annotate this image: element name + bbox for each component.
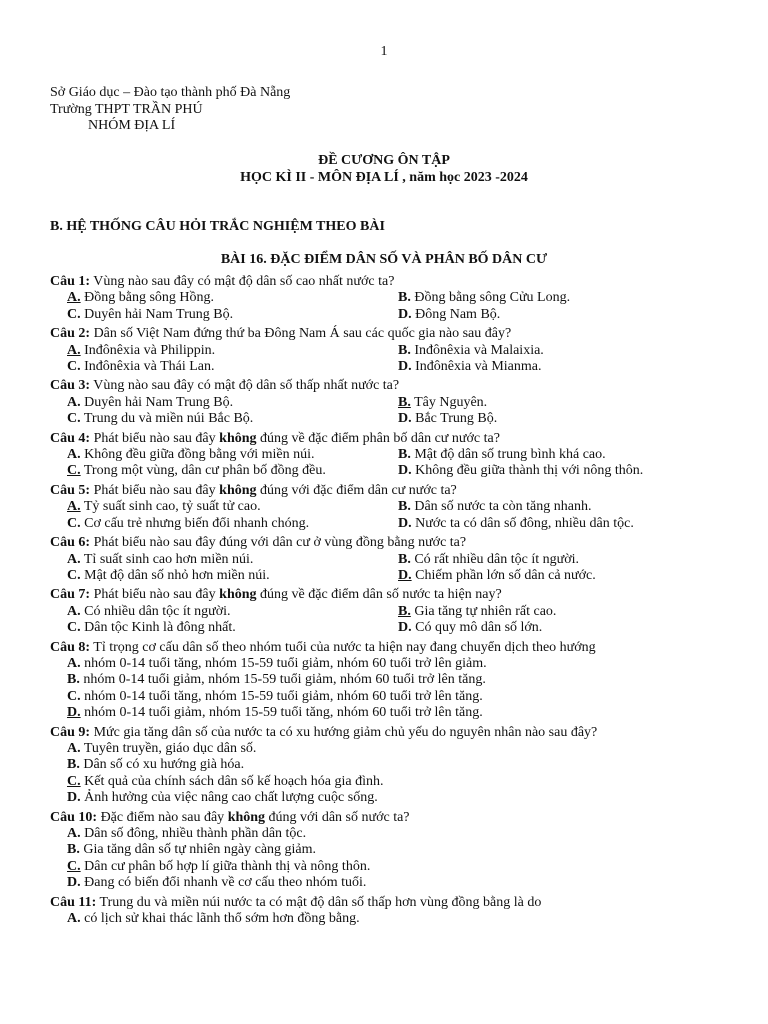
question-stem: Trung du và miền núi nước ta có mật độ dân số thấp hơn vùng đồng bằng là do — [96, 894, 542, 910]
answer-option — [67, 604, 398, 620]
answer-option — [67, 656, 740, 672]
question-stem-end: đúng về đặc điểm phân bố dân cư nước ta? — [256, 430, 500, 446]
answer-letter: C. — [67, 620, 81, 636]
answer-option — [67, 516, 398, 532]
question-label: Câu 4: — [50, 430, 91, 446]
question-keyword: không — [219, 587, 257, 603]
answer-letter: B. — [398, 290, 411, 306]
question-text — [50, 274, 740, 290]
answer-text: Có quy mô dân số lớn. — [411, 620, 543, 636]
answer-text: Không đều giữa đồng bằng với miền núi. — [80, 447, 315, 463]
answer-letter: D. — [398, 411, 412, 427]
question-stem: Mức gia tăng dân số của nước ta có xu hướng giảm chủ yếu do nguyên nhân nào sau đây? — [90, 724, 598, 740]
answer-letter: A. — [67, 551, 81, 567]
section-heading: B. HỆ THỐNG CÂU HỎI TRẮC NGHIỆM THEO BÀI — [50, 219, 385, 234]
answer-letter: A. — [67, 603, 81, 619]
answer-option — [67, 568, 398, 584]
answer-text: Mật độ dân số nhỏ hơn miền núi. — [80, 567, 270, 583]
question-9 — [50, 725, 740, 807]
question-stem: Tỉ trọng cơ cấu dân số theo nhóm tuổi của nước ta hiện nay đang chuyển dịch theo hướng — [90, 639, 596, 655]
question-label: Câu 3: — [50, 378, 91, 394]
question-text — [50, 378, 740, 394]
answer-letter-correct: B. — [398, 603, 411, 619]
answer-options — [50, 447, 740, 480]
answer-text: Tây Nguyên. — [410, 394, 488, 410]
answer-text: Trung du và miền núi Bắc Bộ. — [80, 411, 254, 427]
answer-option — [67, 411, 398, 427]
answer-option — [398, 516, 728, 532]
group-name: NHÓM ĐỊA LÍ — [88, 118, 176, 133]
question-keyword: không — [219, 482, 257, 498]
answer-option — [398, 395, 728, 411]
answer-text: Đông Nam Bộ. — [411, 306, 501, 322]
answer-letter: A. — [67, 394, 81, 410]
answer-option — [398, 463, 728, 479]
answer-option — [67, 672, 740, 688]
answer-option — [67, 859, 740, 875]
question-3 — [50, 378, 740, 427]
answer-letter: C. — [67, 359, 81, 375]
answer-letter-correct: D. — [398, 567, 412, 583]
answer-text: nhóm 0-14 tuổi tăng, nhóm 15-59 tuổi giảm, nhóm 60 tuổi trở lên tăng. — [80, 688, 483, 704]
answer-text: nhóm 0-14 tuổi giảm, nhóm 15-59 tuổi giảm, nhóm 60 tuổi trở lên tăng. — [79, 672, 486, 688]
answer-letter: C. — [67, 688, 81, 704]
answer-option — [398, 447, 728, 463]
answer-letter-correct: C. — [67, 773, 81, 789]
answer-letter: D. — [398, 306, 412, 322]
answer-letter: A. — [67, 655, 81, 671]
school-name: Trường THPT TRẦN PHÚ — [50, 101, 203, 117]
answer-options — [50, 395, 740, 428]
answer-letter-correct: C. — [67, 858, 81, 874]
answer-text: Dân cư phân bố hợp lí giữa thành thị và nông thôn. — [80, 858, 371, 874]
answer-text: Inđônêxia và Mianma. — [411, 359, 542, 375]
answer-text: nhóm 0-14 tuổi tăng, nhóm 15-59 tuổi giảm, nhóm 60 tuổi trở lên giảm. — [80, 655, 487, 671]
answer-letter: A. — [67, 740, 81, 756]
answer-letter: D. — [67, 790, 81, 806]
answer-option — [398, 499, 728, 515]
answer-option — [67, 343, 398, 359]
answer-letter-correct: A. — [67, 499, 81, 515]
answer-option — [67, 620, 398, 636]
answer-options — [50, 911, 740, 927]
question-stem: Đặc điểm nào sau đây — [97, 809, 228, 825]
answer-letter: D. — [398, 515, 412, 531]
answer-option — [398, 552, 728, 568]
answer-letter: A. — [67, 911, 81, 927]
answer-options — [50, 741, 740, 807]
answer-text: Đồng bằng sông Cửu Long. — [410, 290, 571, 306]
answer-text: có lịch sử khai thác lãnh thổ sớm hơn đồng bằng. — [80, 911, 360, 927]
answer-letter: D. — [398, 359, 412, 375]
answer-option — [67, 875, 740, 891]
question-text — [50, 725, 740, 741]
title-line-2: HỌC KÌ II - MÔN ĐỊA LÍ , năm học 2023 -2024 — [240, 170, 528, 185]
question-11 — [50, 895, 740, 928]
answer-option — [67, 463, 398, 479]
answer-option — [398, 604, 728, 620]
answer-letter-correct: B. — [398, 394, 411, 410]
answer-letter: D. — [398, 620, 412, 636]
page-number: 1 — [380, 44, 388, 59]
question-label: Câu 7: — [50, 587, 91, 603]
question-keyword: không — [219, 430, 257, 446]
answer-text: Bắc Trung Bộ. — [411, 411, 498, 427]
answer-options — [50, 552, 740, 585]
document-title — [0, 152, 768, 186]
question-text — [50, 587, 740, 603]
question-label: Câu 6: — [50, 535, 91, 551]
answer-option — [398, 290, 728, 306]
question-stem: Phát biểu nào sau đây — [90, 587, 220, 603]
answer-options — [50, 499, 740, 532]
answer-option — [398, 359, 728, 375]
answer-text: Có nhiều dân tộc ít người. — [80, 603, 231, 619]
answer-option — [67, 447, 398, 463]
question-label: Câu 8: — [50, 639, 91, 655]
answer-option — [67, 790, 740, 806]
question-label: Câu 11: — [50, 894, 97, 910]
question-10 — [50, 810, 740, 892]
answer-option — [67, 307, 398, 323]
question-8 — [50, 640, 740, 722]
answer-text: Tỷ suất sinh cao, tỷ suất tử cao. — [80, 499, 261, 515]
answer-text: Có rất nhiều dân tộc ít người. — [410, 551, 580, 567]
lesson-title: BÀI 16. ĐẶC ĐIỂM DÂN SỐ VÀ PHÂN BỐ DÂN CƯ — [220, 252, 548, 267]
answer-letter-correct: A. — [67, 290, 81, 306]
answer-text: Cơ cấu trẻ nhưng biến đổi nhanh chóng. — [80, 515, 310, 531]
answer-text: Ảnh hưởng của việc nâng cao chất lượng cuộc sống. — [80, 790, 378, 806]
answer-text: Dân số có xu hướng già hóa. — [79, 757, 245, 773]
question-list — [50, 274, 740, 930]
question-keyword: không — [227, 809, 266, 825]
answer-letter: B. — [398, 551, 411, 567]
answer-text: Mật độ dân số trung bình khá cao. — [410, 447, 606, 463]
answer-text: Duyên hải Nam Trung Bộ. — [80, 306, 234, 322]
question-stem: Phát biểu nào sau đây — [90, 430, 220, 446]
answer-option — [67, 499, 398, 515]
question-label: Câu 9: — [50, 724, 91, 740]
answer-option — [67, 842, 740, 858]
answer-letter: C. — [67, 306, 81, 322]
answer-option — [67, 552, 398, 568]
question-text — [50, 810, 740, 826]
answer-letter: B. — [398, 499, 411, 515]
question-text — [50, 483, 740, 499]
answer-option — [67, 395, 398, 411]
answer-letter-correct: D. — [67, 705, 81, 721]
answer-text: nhóm 0-14 tuổi giảm, nhóm 15-59 tuổi tăng, nhóm 60 tuổi trở lên tăng. — [80, 705, 483, 721]
question-7 — [50, 587, 740, 636]
answer-text: Chiếm phần lớn số dân cả nước. — [411, 567, 596, 583]
answer-option — [67, 911, 740, 927]
question-text — [50, 326, 740, 342]
answer-letter: C. — [67, 411, 81, 427]
answer-options — [50, 290, 740, 323]
answer-option — [398, 568, 728, 584]
question-text — [50, 895, 740, 911]
answer-option — [67, 689, 740, 705]
question-stem: Vùng nào sau đây có mật độ dân số cao nhất nước ta? — [90, 274, 395, 289]
answer-text: Inđônêxia và Philippin. — [80, 342, 216, 358]
answer-option — [67, 774, 740, 790]
answer-letter: D. — [67, 875, 81, 891]
question-stem: Phát biểu nào sau đây — [90, 482, 220, 498]
answer-option — [398, 343, 728, 359]
question-2 — [50, 326, 740, 375]
answer-letter-correct: C. — [67, 463, 81, 479]
answer-letter: C. — [67, 515, 81, 531]
answer-option — [398, 411, 728, 427]
question-stem-end: đúng với dân số nước ta? — [265, 809, 410, 825]
answer-option — [67, 826, 740, 842]
question-1 — [50, 274, 740, 323]
answer-options — [50, 656, 740, 722]
question-4 — [50, 431, 740, 480]
title-line-1: ĐỀ CƯƠNG ÔN TẬP — [318, 153, 450, 168]
answer-text: Inđônêxia và Malaixia. — [410, 342, 544, 358]
answer-options — [50, 604, 740, 637]
question-text — [50, 535, 740, 551]
answer-letter: B. — [398, 447, 411, 463]
answer-option — [398, 307, 728, 323]
question-stem: Vùng nào sau đây có mật độ dân số thấp nhất nước ta? — [90, 378, 400, 394]
answer-text: Tuyên truyền, giáo dục dân số. — [80, 740, 257, 756]
answer-text: Gia tăng tự nhiên rất cao. — [410, 603, 557, 619]
question-text — [50, 431, 740, 447]
answer-text: Trong một vùng, dân cư phân bố đồng đều. — [80, 463, 326, 479]
question-label: Câu 1: — [50, 274, 91, 289]
answer-text: Kết quả của chính sách dân số kế hoạch hóa gia đình. — [80, 773, 384, 789]
answer-text: Duyên hải Nam Trung Bộ. — [80, 394, 234, 410]
answer-text: Dân số nước ta còn tăng nhanh. — [410, 499, 592, 515]
answer-text: Gia tăng dân số tự nhiên ngày càng giảm. — [79, 842, 317, 858]
answer-text: Đồng bằng sông Hồng. — [80, 290, 215, 306]
answer-letter: B. — [67, 757, 80, 773]
answer-letter: D. — [398, 463, 412, 479]
answer-option — [67, 741, 740, 757]
document-header — [50, 85, 290, 135]
answer-option — [67, 705, 740, 721]
answer-text: Nước ta có dân số đông, nhiều dân tộc. — [411, 515, 634, 531]
department-name: Sở Giáo dục – Đào tạo thành phố Đà Nẵng — [50, 85, 291, 100]
answer-option — [398, 620, 728, 636]
question-stem: Dân số Việt Nam đứng thứ ba Đông Nam Á sau các quốc gia nào sau đây? — [90, 326, 512, 342]
answer-text: Dân số đông, nhiều thành phần dân tộc. — [80, 826, 307, 841]
answer-text: Dân tộc Kinh là đông nhất. — [80, 620, 236, 636]
answer-letter: C. — [67, 567, 81, 583]
answer-options — [50, 826, 740, 892]
answer-letter: A. — [67, 826, 81, 841]
answer-option — [67, 290, 398, 306]
answer-letter: A. — [67, 447, 81, 463]
answer-option — [67, 757, 740, 773]
question-stem: Phát biểu nào sau đây đúng với dân cư ở vùng đồng bằng nước ta? — [90, 535, 467, 551]
answer-letter: B. — [398, 342, 411, 358]
question-stem-end: đúng với đặc điểm dân cư nước ta? — [256, 482, 457, 498]
question-text — [50, 640, 740, 656]
answer-text: Không đều giữa thành thị với nông thôn. — [411, 463, 644, 479]
question-label: Câu 5: — [50, 482, 91, 498]
question-5 — [50, 483, 740, 532]
question-6 — [50, 535, 740, 584]
answer-option — [67, 359, 398, 375]
answer-text: Inđônêxia và Thái Lan. — [80, 359, 215, 375]
answer-text: Tỉ suất sinh cao hơn miền núi. — [80, 551, 254, 567]
question-label: Câu 10: — [50, 809, 98, 825]
question-label: Câu 2: — [50, 326, 91, 342]
answer-letter: B. — [67, 842, 80, 858]
answer-options — [50, 343, 740, 376]
question-stem-end: đúng về đặc điểm dân số nước ta hiện nay? — [256, 587, 502, 603]
answer-text: Đang có biến đổi nhanh về cơ cấu theo nhóm tuổi. — [80, 875, 367, 891]
answer-letter-correct: A. — [67, 342, 81, 358]
answer-letter: B. — [67, 672, 80, 688]
